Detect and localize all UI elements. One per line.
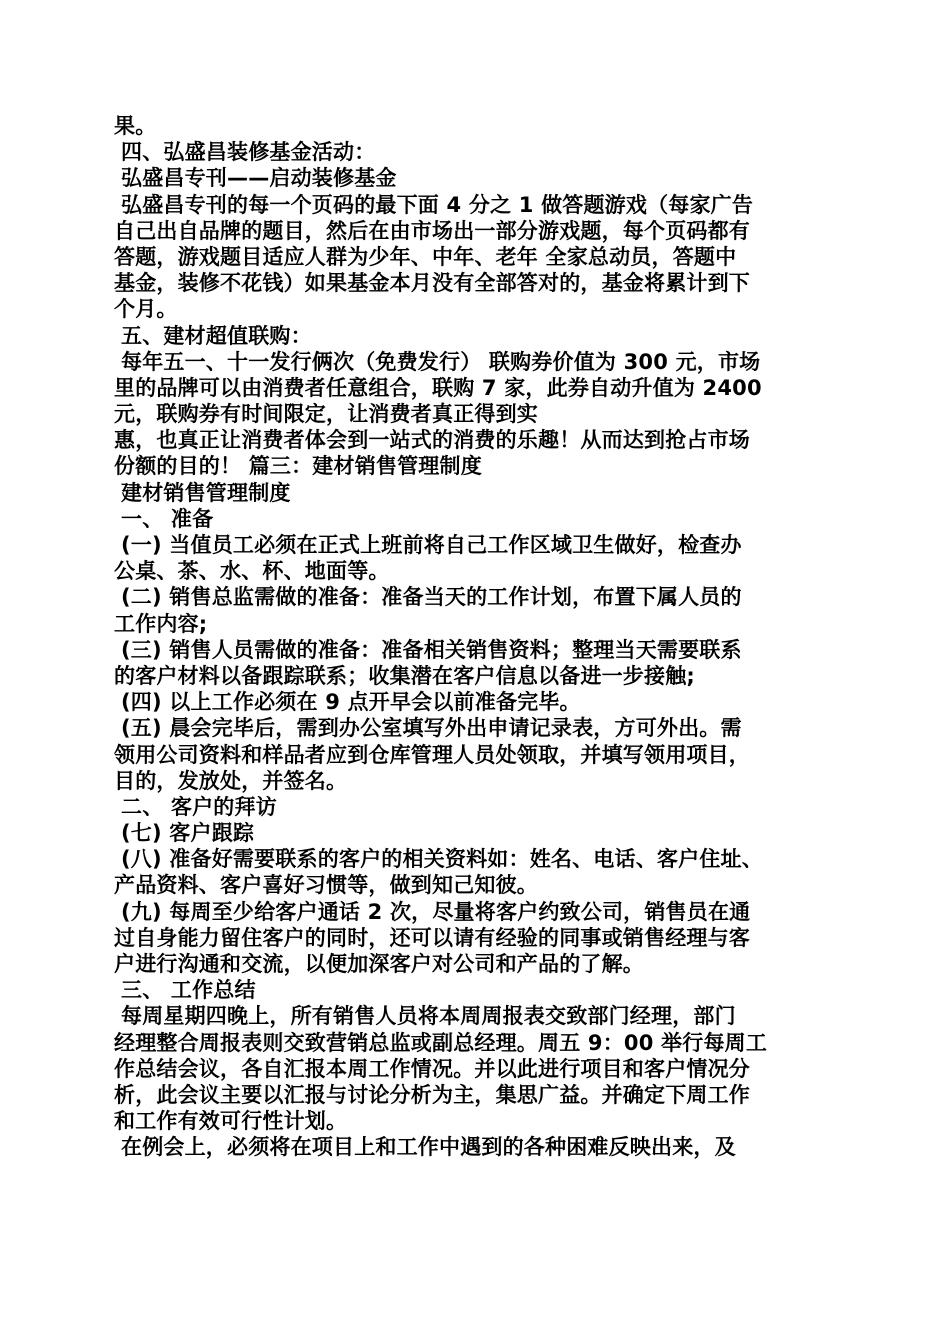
text-line: 每周星期四晚上，所有销售人员将本周周报表交致部门经理，部门 xyxy=(121,1004,736,1029)
text-line: 建材销售管理制度 xyxy=(121,480,291,505)
text-line: 领用公司资料和样品者应到仓库管理人员处领取，并填写领用项目， xyxy=(114,742,750,767)
text-line: 目的，发放处，并签名。 xyxy=(114,768,348,793)
text-line: 工作内容; xyxy=(114,611,208,636)
text-line: 自己出自品牌的题目，然后在由市场出一部分游戏题，每个页码都有 xyxy=(114,218,750,243)
text-line: 一、 准备 xyxy=(121,506,214,531)
text-line: 在例会上，必须将在项目上和工作中遇到的各种困难反映出来，及 xyxy=(121,1135,736,1160)
text-line: 基金，装修不花钱）如果基金本月没有全部答对的，基金将累计到下 xyxy=(114,271,750,296)
text-line: 元，联购券有时间限定，让消费者真正得到实 xyxy=(114,402,538,427)
text-line: 的客户材料以备跟踪联系；收集潜在客户信息以备进一步接触; xyxy=(114,663,695,688)
text-line: (二) 销售总监需做的准备：准备当天的工作计划，布置下属人员的 xyxy=(121,585,742,610)
text-line: 里的品牌可以由消费者任意组合，联购 7 家，此券自动升值为 2400 xyxy=(114,375,762,400)
text-line: (七) 客户跟踪 xyxy=(121,821,255,846)
text-line: (八) 准备好需要联系的客户的相关资料如：姓名、电话、客户住址、 xyxy=(121,847,763,872)
text-line: 作总结会议，各自汇报本周工作情况。并以此进行项目和客户情况分 xyxy=(114,1056,750,1081)
text-line: 过自身能力留住客户的同时，还可以请有经验的同事或销售经理与客 xyxy=(114,925,750,950)
text-line: 公桌、茶、水、杯、地面等。 xyxy=(114,559,390,584)
text-line: 每年五一、十一发行俩次（免费发行） 联购券价值为 300 元，市场 xyxy=(121,349,761,374)
text-line: 析，此会议主要以汇报与讨论分析为主，集思广益。并确定下周工作 xyxy=(114,1082,750,1107)
text-line: (五) 晨会完毕后，需到办公室填写外出申请记录表，方可外出。需 xyxy=(121,716,742,741)
text-line: (三) 销售人员需做的准备：准备相关销售资料；整理当天需要联系 xyxy=(121,637,742,662)
text-line: 弘盛昌专刊——启动装修基金 xyxy=(121,166,397,191)
text-line: 四、弘盛昌装修基金活动： xyxy=(121,140,376,165)
text-line: (九) 每周至少给客户通话 2 次，尽量将客户约致公司，销售员在通 xyxy=(121,899,751,924)
text-line: 五、建材超值联购： xyxy=(121,323,312,348)
text-line: 果。 xyxy=(114,114,157,138)
text-line: 答题，游戏题目适应人群为少年、中年、老年 全家总动员，答题中 xyxy=(114,244,737,269)
text-line: 份额的目的！ 篇三：建材销售管理制度 xyxy=(114,454,482,479)
text-line: 弘盛昌专刊的每一个页码的最下面 4 分之 1 做答题游戏（每家广告 xyxy=(121,192,754,217)
text-line: 经理整合周报表则交致营销总监或副总经理。周五 9：00 举行每周工 xyxy=(114,1030,768,1055)
text-line: 产品资料、客户喜好习惯等，做到知己知彼。 xyxy=(114,873,538,898)
text-line: 和工作有效可行性计划。 xyxy=(114,1109,348,1134)
text-line: 二、 客户的拜访 xyxy=(121,794,277,819)
text-line: 三、 工作总结 xyxy=(121,978,256,1003)
document-page xyxy=(114,113,844,1161)
text-line: 个月。 xyxy=(114,297,178,322)
text-line: (四) 以上工作必须在 9 点开早会以前准备完毕。 xyxy=(121,690,581,715)
text-line: (一) 当值员工必须在正式上班前将自己工作区域卫生做好，检查办 xyxy=(121,533,742,557)
text-line: 惠，也真正让消费者体会到一站式的消费的乐趣！从而达到抢占市场 xyxy=(114,428,750,453)
text-line: 户进行沟通和交流，以便加深客户对公司和产品的了解。 xyxy=(114,952,644,976)
